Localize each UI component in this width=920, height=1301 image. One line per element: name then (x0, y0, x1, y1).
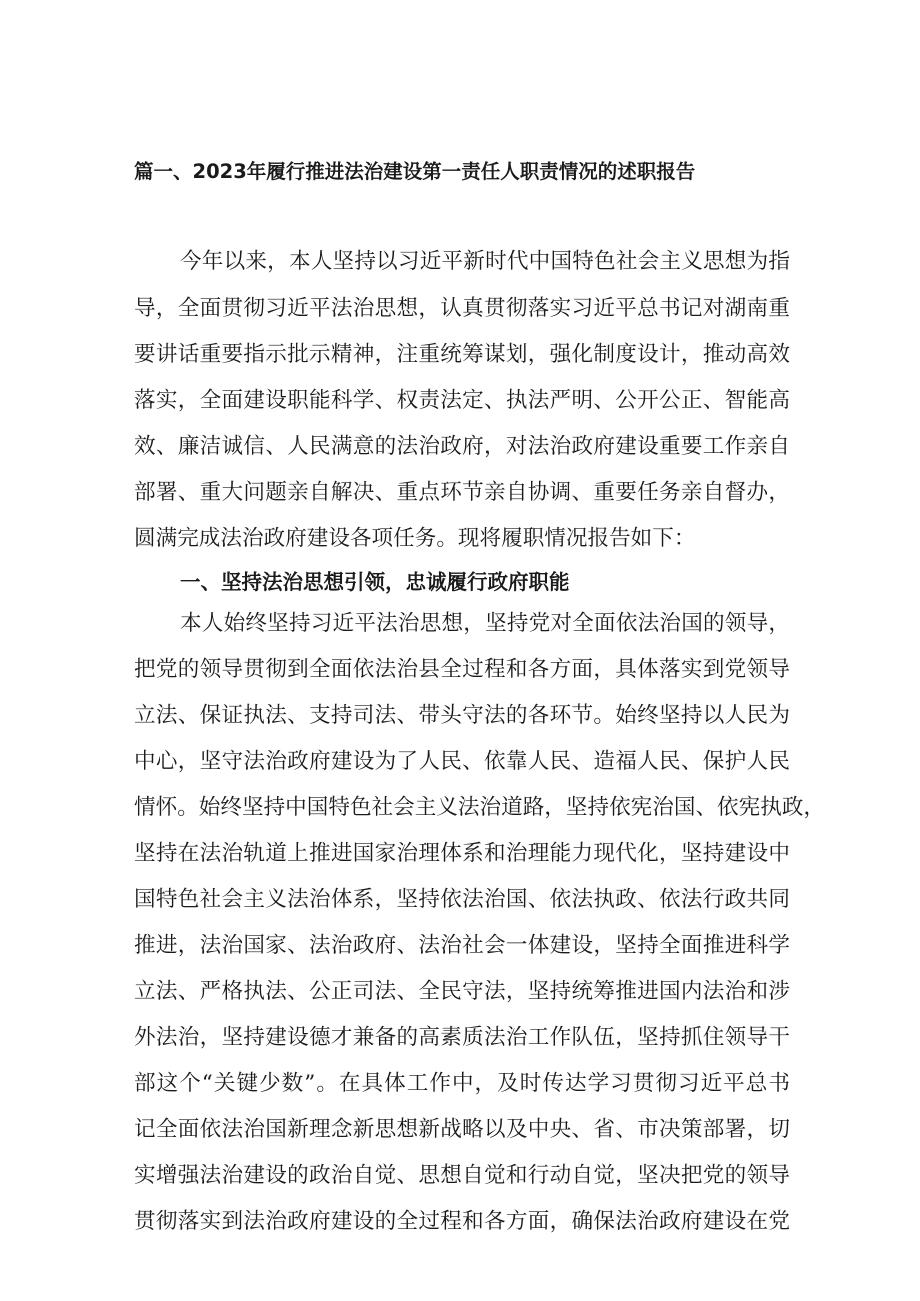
paragraph-line: 情怀。始终坚持中国特色社会主义法治道路，坚持依宪治国、依宪执政， (134, 795, 826, 820)
paragraph-line: 把党的领导贯彻到全面依法治县全过程和各方面，具体落实到党领导 (134, 657, 790, 682)
paragraph-line: 实增强法治建设的政治自觉、思想自觉和行动自觉，坚决把党的领导 (134, 1163, 790, 1188)
paragraph-line: 中心，坚守法治政府建设为了人民、依靠人民、造福人民、保护人民 (134, 749, 790, 774)
paragraph-line: 贯彻落实到法治政府建设的全过程和各方面，确保法治政府建设在党 (134, 1209, 790, 1234)
paragraph-line: 部这个“关键少数”。在具体工作中，及时传达学习贯彻习近平总书 (134, 1071, 790, 1096)
paragraph-line: 落实，全面建设职能科学、权责法定、执法严明、公开公正、智能高 (134, 388, 790, 413)
paragraph-line: 记全面依法治国新理念新思想新战略以及中央、省、市决策部署，切 (134, 1117, 790, 1142)
document-title: 篇一、2023年履行推进法治建设第一责任人职责情况的述职报告 (134, 160, 696, 183)
paragraph-line: 导，全面贯彻习近平法治思想，认真贯彻落实习近平总书记对湖南重 (134, 296, 790, 321)
paragraph-line: 坚持在法治轨道上推进国家治理体系和治理能力现代化，坚持建设中 (134, 841, 790, 866)
paragraph-line: 外法治，坚持建设德才兼备的高素质法治工作队伍，坚持抓住领导干 (134, 1025, 790, 1050)
section-heading: 一、坚持法治思想引领，忠诚履行政府职能 (180, 570, 570, 594)
paragraph-line: 圆满完成法治政府建设各项任务。现将履职情况报告如下： (134, 526, 696, 551)
paragraph-line: 效、廉洁诚信、人民满意的法治政府，对法治政府建设重要工作亲自 (134, 434, 790, 459)
paragraph-line: 本人始终坚持习近平法治思想，坚持党对全面依法治国的领导， (180, 611, 790, 636)
paragraph-line: 立法、严格执法、公正司法、全民守法，坚持统筹推进国内法治和涉 (134, 979, 790, 1004)
paragraph-line: 部署、重大问题亲自解决、重点环节亲自协调、重要任务亲自督办， (134, 480, 790, 505)
paragraph-line: 国特色社会主义法治体系，坚持依法治国、依法执政、依法行政共同 (134, 887, 790, 912)
paragraph-line: 推进，法治国家、法治政府、法治社会一体建设，坚持全面推进科学 (134, 933, 790, 958)
paragraph-line: 立法、保证执法、支持司法、带头守法的各环节。始终坚持以人民为 (134, 703, 790, 728)
paragraph-line: 今年以来，本人坚持以习近平新时代中国特色社会主义思想为指 (180, 249, 790, 274)
paragraph-line: 要讲话重要指示批示精神，注重统筹谋划，强化制度设计，推动高效 (134, 342, 790, 367)
